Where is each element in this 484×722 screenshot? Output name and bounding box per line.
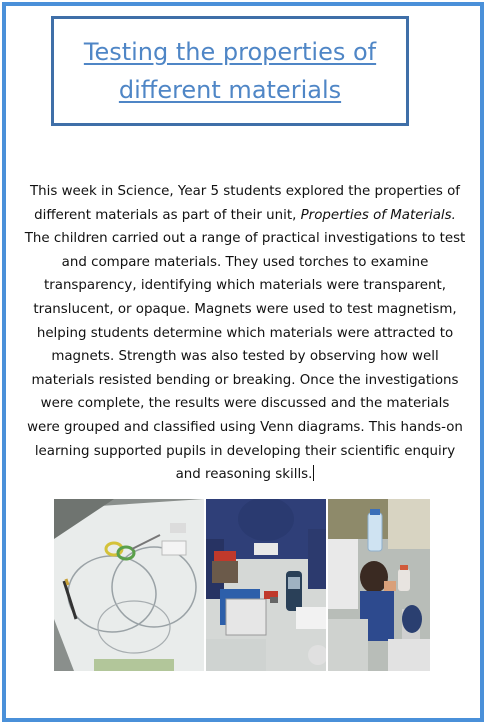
water-bottle-image	[328, 499, 430, 671]
article-intro: This week in Science, Year 5 students explored the properties of different materials as part of their unit,	[29, 184, 461, 223]
article-body	[24, 180, 466, 487]
magnet-test-photo	[206, 499, 326, 671]
venn-diagram-photo	[54, 499, 204, 671]
text-cursor	[313, 465, 314, 481]
photo-strip	[54, 499, 430, 671]
water-bottle-photo	[328, 499, 430, 671]
venn-diagram-image	[54, 499, 204, 671]
page-title: Testing the properties of different materials	[83, 38, 377, 104]
magnet-test-image	[206, 499, 326, 671]
title-box	[51, 16, 409, 126]
page-frame	[2, 2, 484, 722]
article-text: The children carried out a range of practical investigations to test and compare materials. They used torches to examine transparency, identifying which materials were transparent, translucent, or opaque. Magnets were used to test magnetism, helping students determine which materials were attracted to magnets. Strength was also tested by observing how well materials resisted bending or breaking. Once the investigations were complete, the results were discussed and the materials were grouped and classified using Venn diagrams. This hands-on learning supported pupils in developing their scientific enquiry and reasoning skills.	[24, 231, 466, 483]
unit-name: Properties of Materials.	[300, 207, 456, 223]
